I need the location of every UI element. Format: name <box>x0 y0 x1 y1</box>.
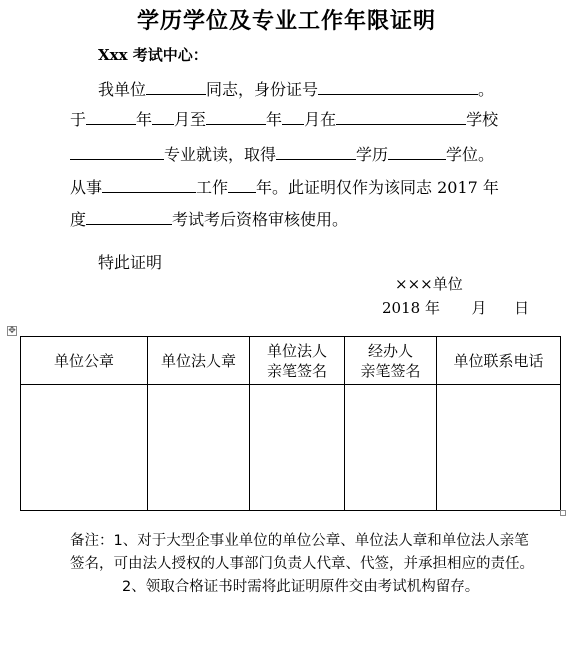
degree-blank[interactable] <box>388 143 446 160</box>
cell-unit-seal[interactable] <box>21 385 148 511</box>
notes-section <box>70 530 540 599</box>
text-segment: 月至 <box>174 110 207 129</box>
header-unit-phone: 单位联系电话 <box>437 337 561 385</box>
text-segment: 专业就读，取得 <box>164 145 277 164</box>
text-segment: 考试考后资格审核使用。 <box>172 210 349 229</box>
exam-name-blank[interactable] <box>86 208 172 225</box>
body-line-2 <box>70 108 498 131</box>
work-field-blank[interactable] <box>102 176 196 193</box>
closing-statement: 特此证明 <box>98 253 163 272</box>
note-1: 备注：1、对于大型企事业单位的单位公章、单位法人章和单位法人亲笔签名，可由法人授权的人事部门负责人代章、代签，并承担相应的责任。 <box>70 533 534 572</box>
date-day: 日 <box>514 299 530 317</box>
text-segment: 工作 <box>196 178 229 197</box>
text-segment: 于 <box>70 110 87 129</box>
end-month-blank[interactable] <box>282 108 304 125</box>
cell-handler-signature[interactable] <box>345 385 437 511</box>
header-unit-seal: 单位公章 <box>21 337 148 385</box>
header-legal-rep-signature: 单位法人 亲笔签名 <box>250 337 345 385</box>
text-segment: 同志，身份证号 <box>206 80 319 99</box>
text-segment: 年 <box>136 110 153 129</box>
start-month-blank[interactable] <box>152 108 174 125</box>
table-resize-handle[interactable] <box>560 510 566 516</box>
header-legal-rep-seal: 单位法人章 <box>148 337 250 385</box>
work-years-blank[interactable] <box>228 176 256 193</box>
major-blank[interactable] <box>70 143 164 160</box>
text-segment: 年。此证明仅作为该同志 2017 年 <box>256 178 499 197</box>
text-segment: 学历 <box>356 145 389 164</box>
text-segment: 年 <box>266 110 283 129</box>
document-title: 学历学位及专业工作年限证明 <box>136 8 436 34</box>
cell-legal-rep-seal[interactable] <box>148 385 250 511</box>
start-year-blank[interactable] <box>86 108 136 125</box>
text-segment: 度 <box>70 210 87 229</box>
note-2: 2、领取合格证书时需将此证明原件交由考试机构留存。 <box>122 579 480 595</box>
issue-date <box>382 297 529 318</box>
end-year-blank[interactable] <box>206 108 266 125</box>
body-line-1 <box>98 78 494 101</box>
table-row <box>21 385 561 511</box>
table-move-handle-icon[interactable]: ✥ <box>8 326 16 336</box>
signature-table <box>20 336 561 511</box>
date-month: 月 <box>471 299 487 317</box>
header-handler-signature: 经办人 亲笔签名 <box>345 337 437 385</box>
issuer-unit: ×××单位 <box>395 275 463 293</box>
table-header-row <box>21 337 561 385</box>
body-line-5 <box>70 208 348 231</box>
cell-legal-rep-signature[interactable] <box>250 385 345 511</box>
id-number-blank[interactable] <box>318 78 478 95</box>
body-line-4 <box>70 176 499 199</box>
recipient-line: Xxx 考试中心： <box>98 46 208 64</box>
text-segment: 从事 <box>70 178 103 197</box>
name-blank[interactable] <box>146 78 206 95</box>
date-year: 2018 年 <box>382 299 440 317</box>
text-segment: 我单位 <box>98 80 147 99</box>
text-segment: 学校 <box>466 110 499 129</box>
body-line-3 <box>70 143 494 166</box>
cell-unit-phone[interactable] <box>437 385 561 511</box>
education-blank[interactable] <box>276 143 356 160</box>
text-segment: 。 <box>478 80 495 99</box>
text-segment: 月在 <box>304 110 337 129</box>
school-blank[interactable] <box>336 108 466 125</box>
text-segment: 学位。 <box>446 145 495 164</box>
